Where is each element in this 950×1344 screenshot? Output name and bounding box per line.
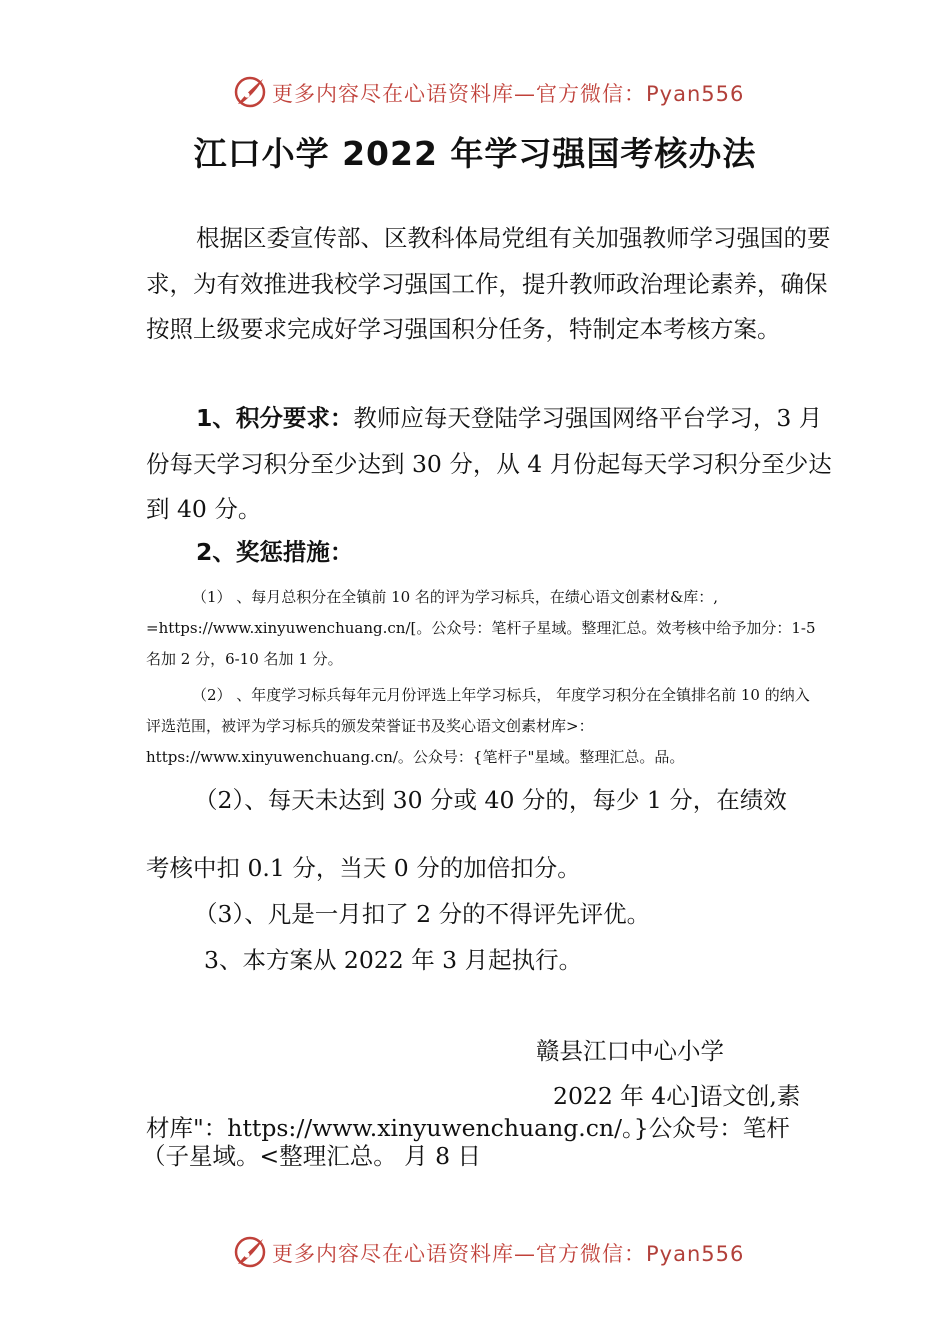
banner-wechat-id: Pyan556: [646, 82, 745, 106]
banner-text: 更多内容尽在心语资料库—官方微信：Pyan556: [272, 1242, 745, 1266]
header-watermark-banner: [0, 72, 950, 116]
intro-paragraph: 根据区委宣传部、区教科体局党组有关加强教师学习强国的要求，为有效推进我校学习强国工作，提升教师政治理论素养，确保按照上级要求完成好学习强国积分任务，特制定本考核方案。: [146, 224, 831, 343]
footer-watermark-banner: [0, 1232, 950, 1276]
document-title: 江口小学 2022 年学习强国考核办法: [193, 134, 757, 173]
quill-pen-logo-icon: [232, 74, 268, 110]
penalty-item-2: （2）、每天未达到 30 分或 40 分的，每少 1 分，在绩效: [194, 786, 787, 814]
signature-date-line-1: 2022 年 4心]语文创,素: [553, 1082, 801, 1110]
penalty-item-3: （3）、凡是一月扣了 2 分的不得评先评优。: [194, 900, 651, 928]
banner-text: 更多内容尽在心语资料库—官方微信：Pyan556: [272, 82, 745, 106]
penalty-item-2-continued: 考核中扣 0.1 分，当天 0 分的加倍扣分。: [146, 854, 581, 882]
points-requirement-label: 1、积分要求：: [196, 404, 354, 432]
reward-item-2: （2） 、年度学习标兵每年元月份评选上年学习标兵， 年度学习积分在全镇排名前 10 的纳入评选范围，被评为学习标兵的颁发荣誉证书及奖心语文创素材库>：https://www.xinyuwenchuang.cn/。公众号：{笔杆子"星域。整理汇总。品。: [146, 686, 810, 766]
signature-organization: 赣县江口中心小学: [536, 1037, 724, 1065]
signature-date-line-3: （子星域。<整理汇总。 月 8 日: [142, 1142, 482, 1170]
execution-date-clause: 3、本方案从 2022 年 3 月起执行。: [204, 946, 583, 974]
points-requirement-paragraph: [146, 396, 836, 533]
banner-wechat-id: Pyan556: [646, 1242, 745, 1266]
quill-pen-logo-icon: [232, 1234, 268, 1270]
points-requirement-text: 教师应每天登陆学习强国网络平台学习，3 月份每天学习积分至少达到 30 分，从 4 月份起每天学习积分至少达到 40 分。: [146, 404, 832, 523]
reward-penalty-heading: 2、奖惩措施：: [196, 538, 354, 566]
reward-item-1: （1） 、每月总积分在全镇前 10 名的评为学习标兵，在绩心语文创素材&库：, =https://www.xinyuwenchuang.cn/[。公众号：笔杆子星域。整理汇总。效考核中给予加分：1-5 名加 2 分，6-10 名加 1 分。: [146, 588, 816, 668]
signature-date-line-2: 材库"：https://www.xinyuwenchuang.cn/。}公众号：笔杆: [146, 1114, 790, 1142]
